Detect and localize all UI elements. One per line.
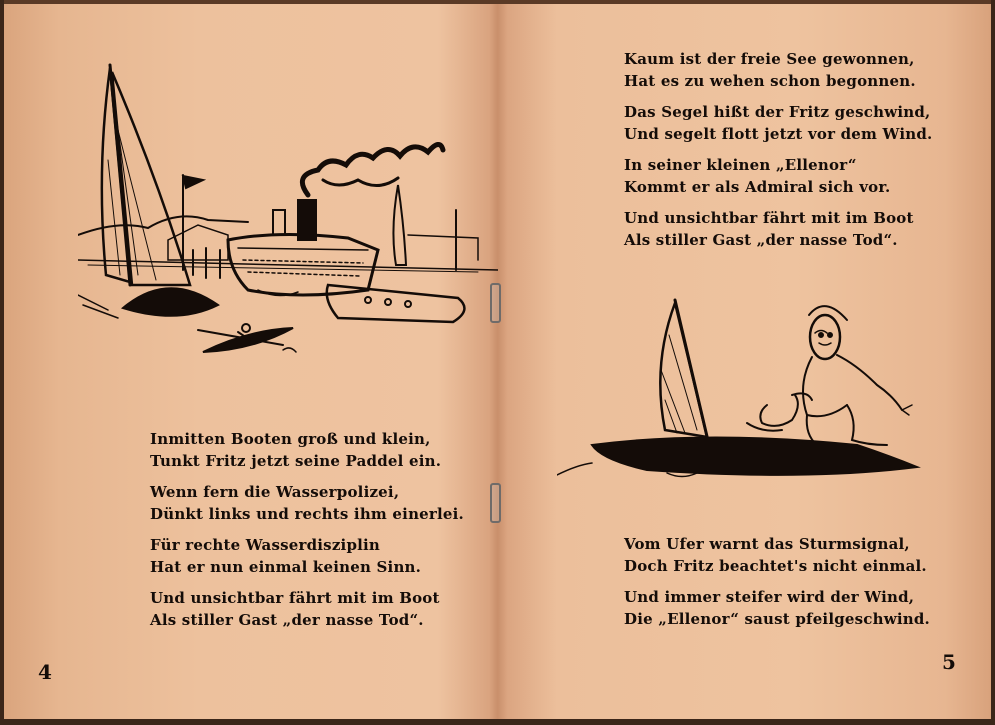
verse-line: Kaum ist der freie See gewonnen,	[624, 50, 915, 68]
verse-line: Und unsichtbar fährt mit im Boot	[150, 589, 440, 607]
stanza	[150, 481, 464, 525]
verse-line: Und segelt flott jetzt vor dem Wind.	[624, 125, 933, 143]
verse-line: Die „Ellenor“ saust pfeilgeschwind.	[624, 610, 930, 628]
verse-line: Doch Fritz beachtet's nicht einmal.	[624, 557, 927, 575]
left-page	[0, 0, 497, 725]
stanza	[150, 428, 464, 472]
stanza	[624, 533, 930, 577]
stanza	[624, 154, 932, 198]
left-verse-block	[150, 428, 464, 640]
stanza	[150, 534, 464, 578]
verse-line: Und immer steifer wird der Wind,	[624, 588, 915, 606]
verse-line: Wenn fern die Wasserpolizei,	[150, 483, 400, 501]
verse-line: Tunkt Fritz jetzt seine Paddel ein.	[150, 452, 442, 470]
stanza	[624, 207, 932, 251]
verse-line: Vom Ufer warnt das Sturmsignal,	[624, 535, 910, 553]
stanza	[624, 586, 930, 630]
sailboat-with-death-illustration	[557, 295, 957, 495]
verse-line: Das Segel hißt der Fritz geschwind,	[624, 103, 931, 121]
verse-line: In seiner kleinen „Ellenor“	[624, 156, 857, 174]
stanza	[150, 587, 464, 631]
verse-line: Kommt er als Admiral sich vor.	[624, 178, 891, 196]
page-number-right: 5	[942, 650, 956, 674]
verse-line: Als stiller Gast „der nasse Tod“.	[150, 611, 424, 629]
verse-line: Als stiller Gast „der nasse Tod“.	[624, 231, 898, 249]
stanza	[624, 101, 932, 145]
verse-line: Inmitten Booten groß und klein,	[150, 430, 431, 448]
right-verse-block-top	[624, 48, 932, 260]
verse-line: Und unsichtbar fährt mit im Boot	[624, 209, 914, 227]
verse-line: Für rechte Wasserdisziplin	[150, 536, 381, 554]
harbor-scene-illustration	[78, 60, 498, 370]
page-number-left: 4	[38, 660, 52, 684]
verse-line: Hat er nun einmal keinen Sinn.	[150, 558, 422, 576]
right-page	[497, 0, 995, 725]
verse-line: Hat es zu wehen schon begonnen.	[624, 72, 916, 90]
stanza	[624, 48, 932, 92]
right-verse-block-bottom	[624, 533, 930, 639]
verse-line: Dünkt links und rechts ihm einerlei.	[150, 505, 464, 523]
